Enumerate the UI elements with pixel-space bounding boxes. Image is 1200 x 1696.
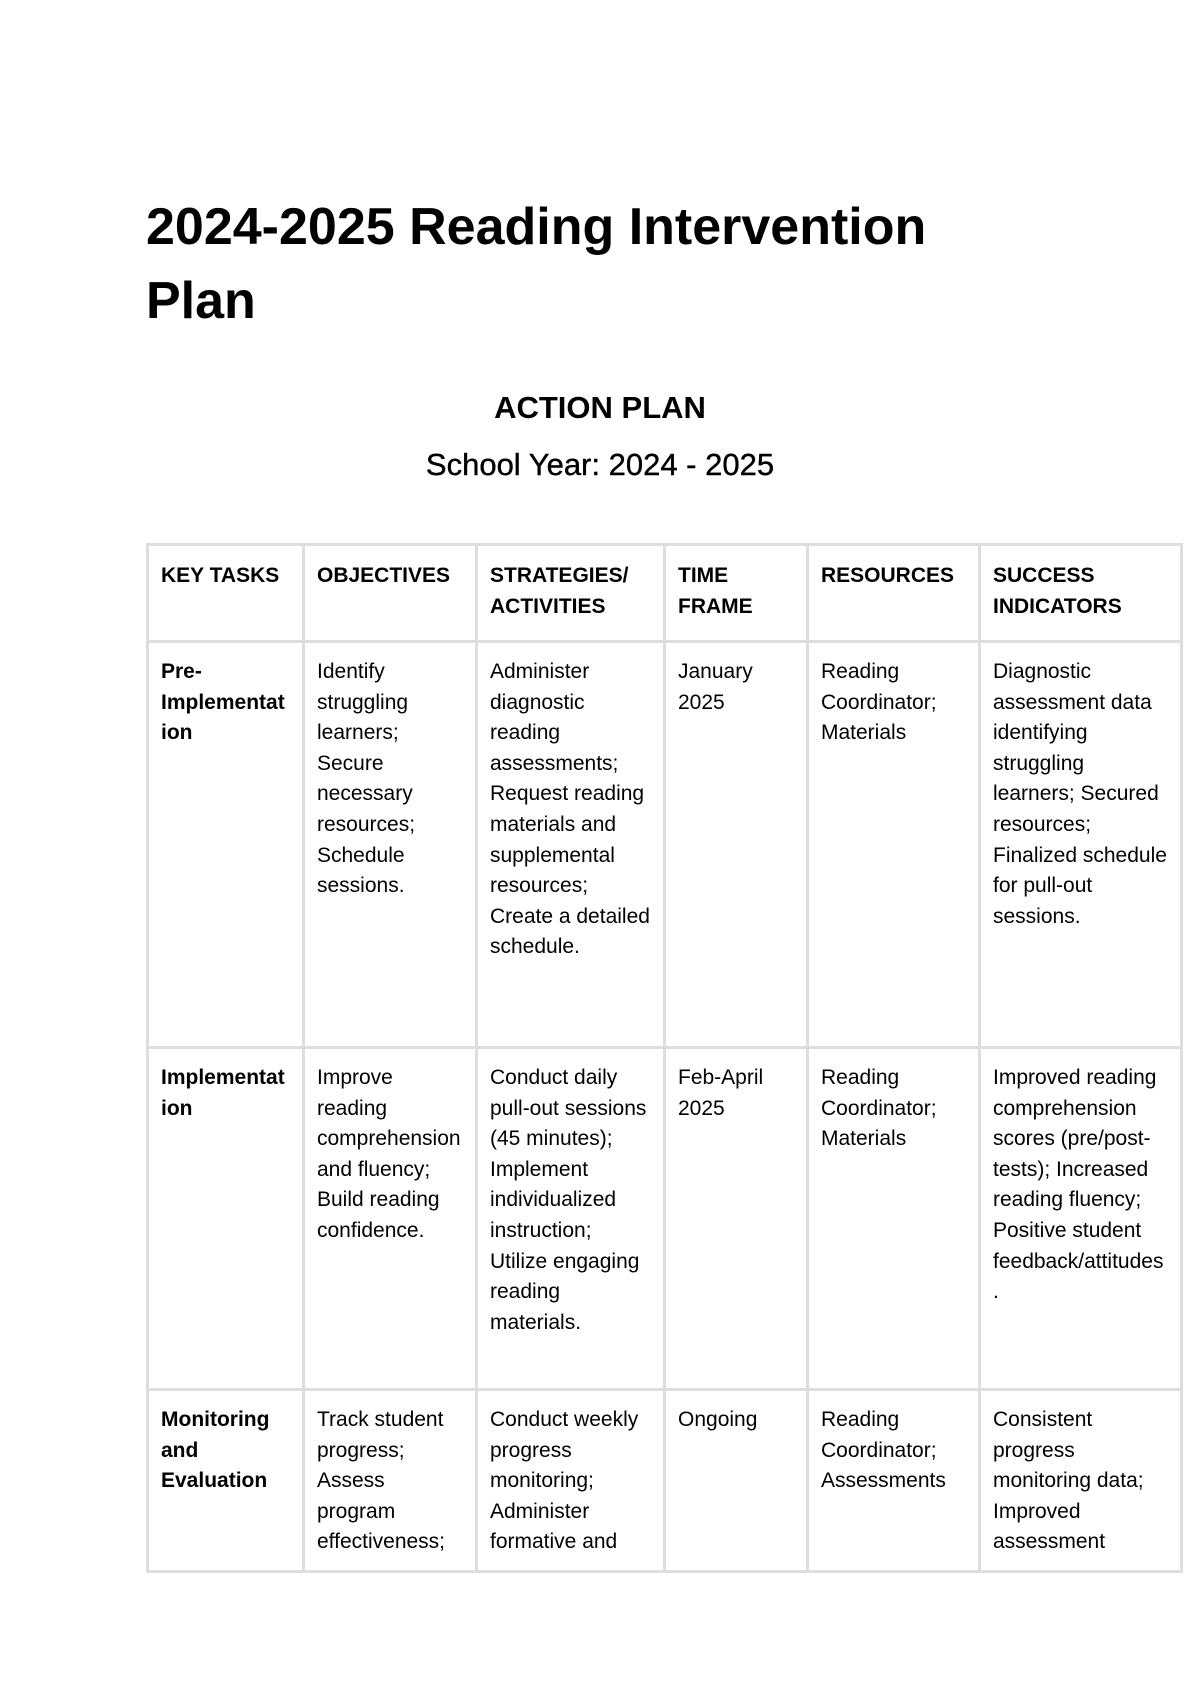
time-frame-cell: January 2025 — [665, 642, 808, 1048]
document-title — [146, 190, 1046, 338]
resources-cell: Reading Coordinator; Materials — [808, 642, 980, 1048]
action-plan-heading: ACTION PLAN — [494, 390, 706, 425]
strategies-cell: Conduct weekly progress monitoring; Administer formative and — [477, 1390, 665, 1572]
school-year-heading: School Year: 2024 - 2025 — [425, 447, 775, 482]
objectives-cell: Identify struggling learners; Secure necessary resources; Schedule sessions. — [304, 642, 477, 1048]
action-plan-table — [146, 543, 1183, 1573]
header-success-indicators: SUCCESS INDICATORS — [980, 545, 1182, 642]
success-indicators-cell: Consistent progress monitoring data; Improved assessment — [980, 1390, 1182, 1572]
header-time-frame: TIME FRAME — [665, 545, 808, 642]
key-task-cell: Pre-Implementation — [148, 642, 304, 1048]
header-key-tasks: KEY TASKS — [148, 545, 304, 642]
title-line-2: Plan — [146, 272, 256, 330]
success-indicators-cell: Improved reading comprehension scores (pre/post-tests); Increased reading fluency; Positive student feedback/attitudes. — [980, 1048, 1182, 1390]
objectives-cell: Track student progress; Assess program effectiveness; — [304, 1390, 477, 1572]
key-task-cell: Implementation — [148, 1048, 304, 1390]
time-frame-cell: Feb-April 2025 — [665, 1048, 808, 1390]
key-task-cell: Monitoring and Evaluation — [148, 1390, 304, 1572]
table-row — [148, 642, 1182, 1048]
strategies-cell: Conduct daily pull-out sessions (45 minutes); Implement individualized instruction; Utilize engaging reading materials. — [477, 1048, 665, 1390]
table-row — [148, 1048, 1182, 1390]
table-header-row — [148, 545, 1182, 642]
header-resources: RESOURCES — [808, 545, 980, 642]
success-indicators-cell: Diagnostic assessment data identifying struggling learners; Secured resources; Finalized schedule for pull-out sessions. — [980, 642, 1182, 1048]
table-row — [148, 1390, 1182, 1572]
header-objectives: OBJECTIVES — [304, 545, 477, 642]
resources-cell: Reading Coordinator; Assessments — [808, 1390, 980, 1572]
resources-cell: Reading Coordinator; Materials — [808, 1048, 980, 1390]
objectives-cell: Improve reading comprehension and fluency; Build reading confidence. — [304, 1048, 477, 1390]
strategies-cell: Administer diagnostic reading assessments; Request reading materials and supplemental resources; Create a detailed schedule. — [477, 642, 665, 1048]
title-line-1: 2024-2025 Reading Intervention — [146, 198, 927, 256]
header-strategies: STRATEGIES/ ACTIVITIES — [477, 545, 665, 642]
time-frame-cell: Ongoing — [665, 1390, 808, 1572]
